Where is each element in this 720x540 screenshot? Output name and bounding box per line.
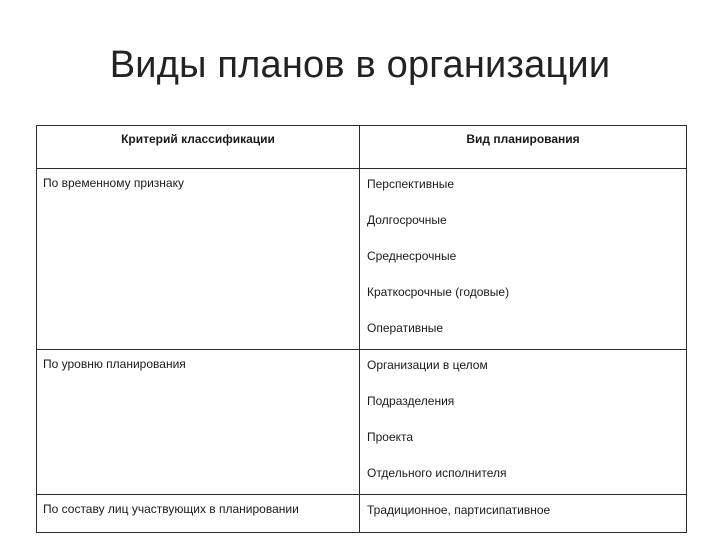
criterion-cell: По составу лиц участвующих в планировании (37, 495, 360, 533)
list-item: Среднесрочные (367, 249, 457, 263)
plan-types-table (36, 125, 687, 533)
list-item: Традиционное, партисипативное (367, 503, 551, 517)
plan-types-cell (360, 169, 687, 350)
plan-types-cell (360, 350, 687, 495)
list-item: Долгосрочные (367, 213, 447, 227)
criterion-cell: По уровню планирования (37, 350, 360, 495)
list-item: Отдельного исполнителя (367, 466, 507, 480)
list-item: Оперативные (367, 321, 444, 335)
table-row (37, 495, 687, 533)
table-row (37, 350, 687, 495)
table-header-row (37, 126, 687, 169)
list-item: Краткосрочные (годовые) (367, 285, 510, 299)
table-row (37, 169, 687, 350)
list-item: Проекта (367, 430, 414, 444)
criterion-cell: По временному признаку (37, 169, 360, 350)
column-header-plan-type: Вид планирования (360, 126, 687, 169)
list-item: Подразделения (367, 394, 455, 408)
list-item: Организации в целом (367, 358, 488, 372)
page-title: Виды планов в организации (109, 44, 611, 86)
plan-types-cell (360, 495, 687, 533)
column-header-criterion: Критерий классификации (37, 126, 360, 169)
list-item: Перспективные (367, 177, 455, 191)
